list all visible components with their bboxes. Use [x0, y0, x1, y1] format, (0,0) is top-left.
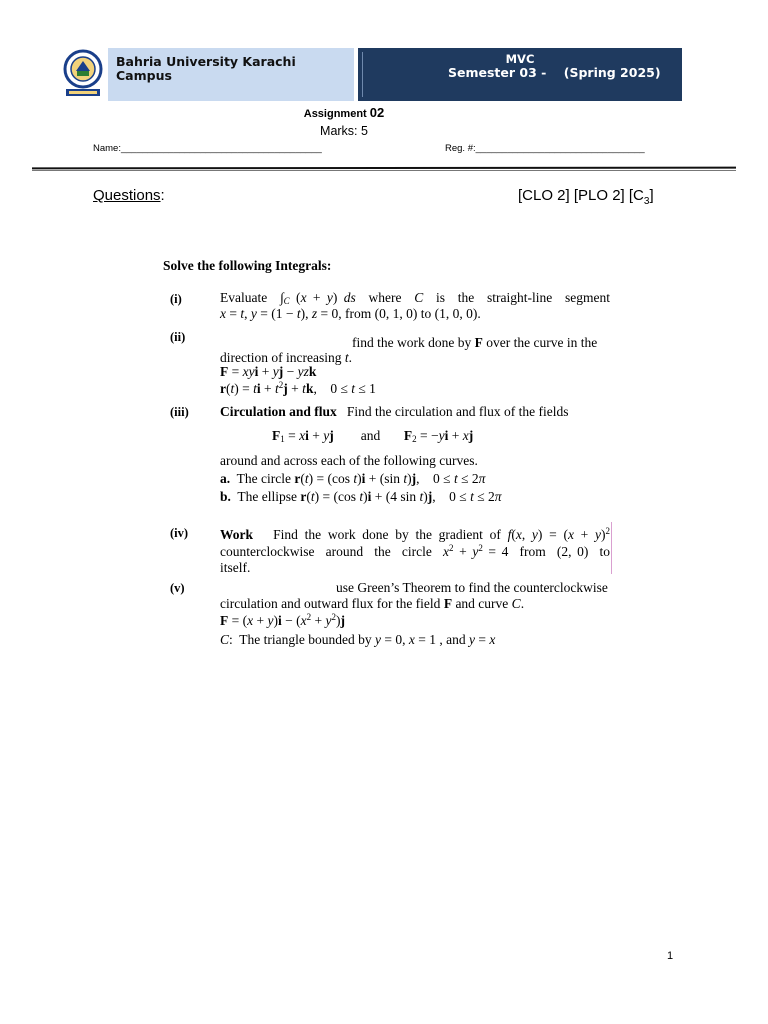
- page-number: 1: [667, 950, 674, 962]
- solve-heading: Solve the following Integrals:: [163, 258, 332, 273]
- problem-5-text: use Green’s Theorem to find the counterclockwise circulation and outward flux for the field F and curve C. $F = (x + y)i - (x^2 + y^2)j$ C: The triangle bounded by y = 0, x = 1 , and y = x: [220, 580, 608, 647]
- assignment-number: 02: [369, 105, 385, 120]
- university-line-2: Campus: [116, 68, 172, 83]
- assignment-title: [300, 105, 388, 120]
- clo-end: ]: [649, 187, 654, 204]
- questions-label: Questions: [93, 187, 161, 204]
- clo-plo-tag: [518, 187, 654, 207]
- university-logo: [62, 49, 104, 99]
- marks: Marks: 5: [320, 124, 368, 138]
- divider-rule-shadow: [32, 170, 736, 171]
- problem-number-4: (iv): [170, 526, 189, 540]
- university-name: [116, 55, 296, 83]
- reg-field: Reg. #:________________________________: [445, 143, 645, 154]
- problem-4-text: Work Find the work done by the gradient of f(x, $y) = (x + y)^2$ counterclockwise around the circle $x^2 + y^2 = 4$ from (2, 0) to itself.: [220, 526, 610, 575]
- problem-3-text: Circulation and flux Find the circulation and flux of the fields $F_1$ = xi + yj and $F_2 = -yi$ + xj around and across each of the following curves. a. The circle r(t) = (cos t)i + (sin t)j, 0 ≤ t ≤ 2π b. The ellipse r(t) = (cos t)i + (4 sin t)j, 0 ≤ t ≤ 2π: [220, 404, 569, 504]
- problem-1-text: Evaluate $\int_C$ (x + y) ds where C is the straight-line segment x = t, y = (1 − t), z = 0, from (0, 1, 0) to (1, 0, 0).: [220, 290, 610, 321]
- semester-text: Semester 03 - (Spring 2025): [448, 65, 661, 80]
- name-field: Name:______________________________________: [93, 143, 322, 154]
- problem-2-text: find the work done by F over the curve in the direction of increasing t. F = xyi + yj − yzk r(t) = ti + $t^2j$ + tk, 0 ≤ t ≤ 1: [220, 335, 598, 396]
- clo-subscript: 3: [643, 196, 650, 207]
- clo-text: [CLO 2] [PLO 2] [C: [518, 187, 644, 204]
- assignment-label: Assignment: [303, 108, 367, 120]
- questions-colon: :: [160, 187, 165, 204]
- problem-number-1: (i): [170, 292, 182, 306]
- university-line-1: Bahria University Karachi: [116, 54, 296, 69]
- margin-mark: [611, 522, 612, 574]
- course-title: MVC: [505, 52, 535, 66]
- problem-number-5: (v): [170, 581, 185, 595]
- questions-heading: [93, 187, 165, 204]
- problem-number-3: (iii): [170, 405, 189, 419]
- divider-rule: [32, 167, 736, 170]
- problem-number-2: (ii): [170, 330, 186, 344]
